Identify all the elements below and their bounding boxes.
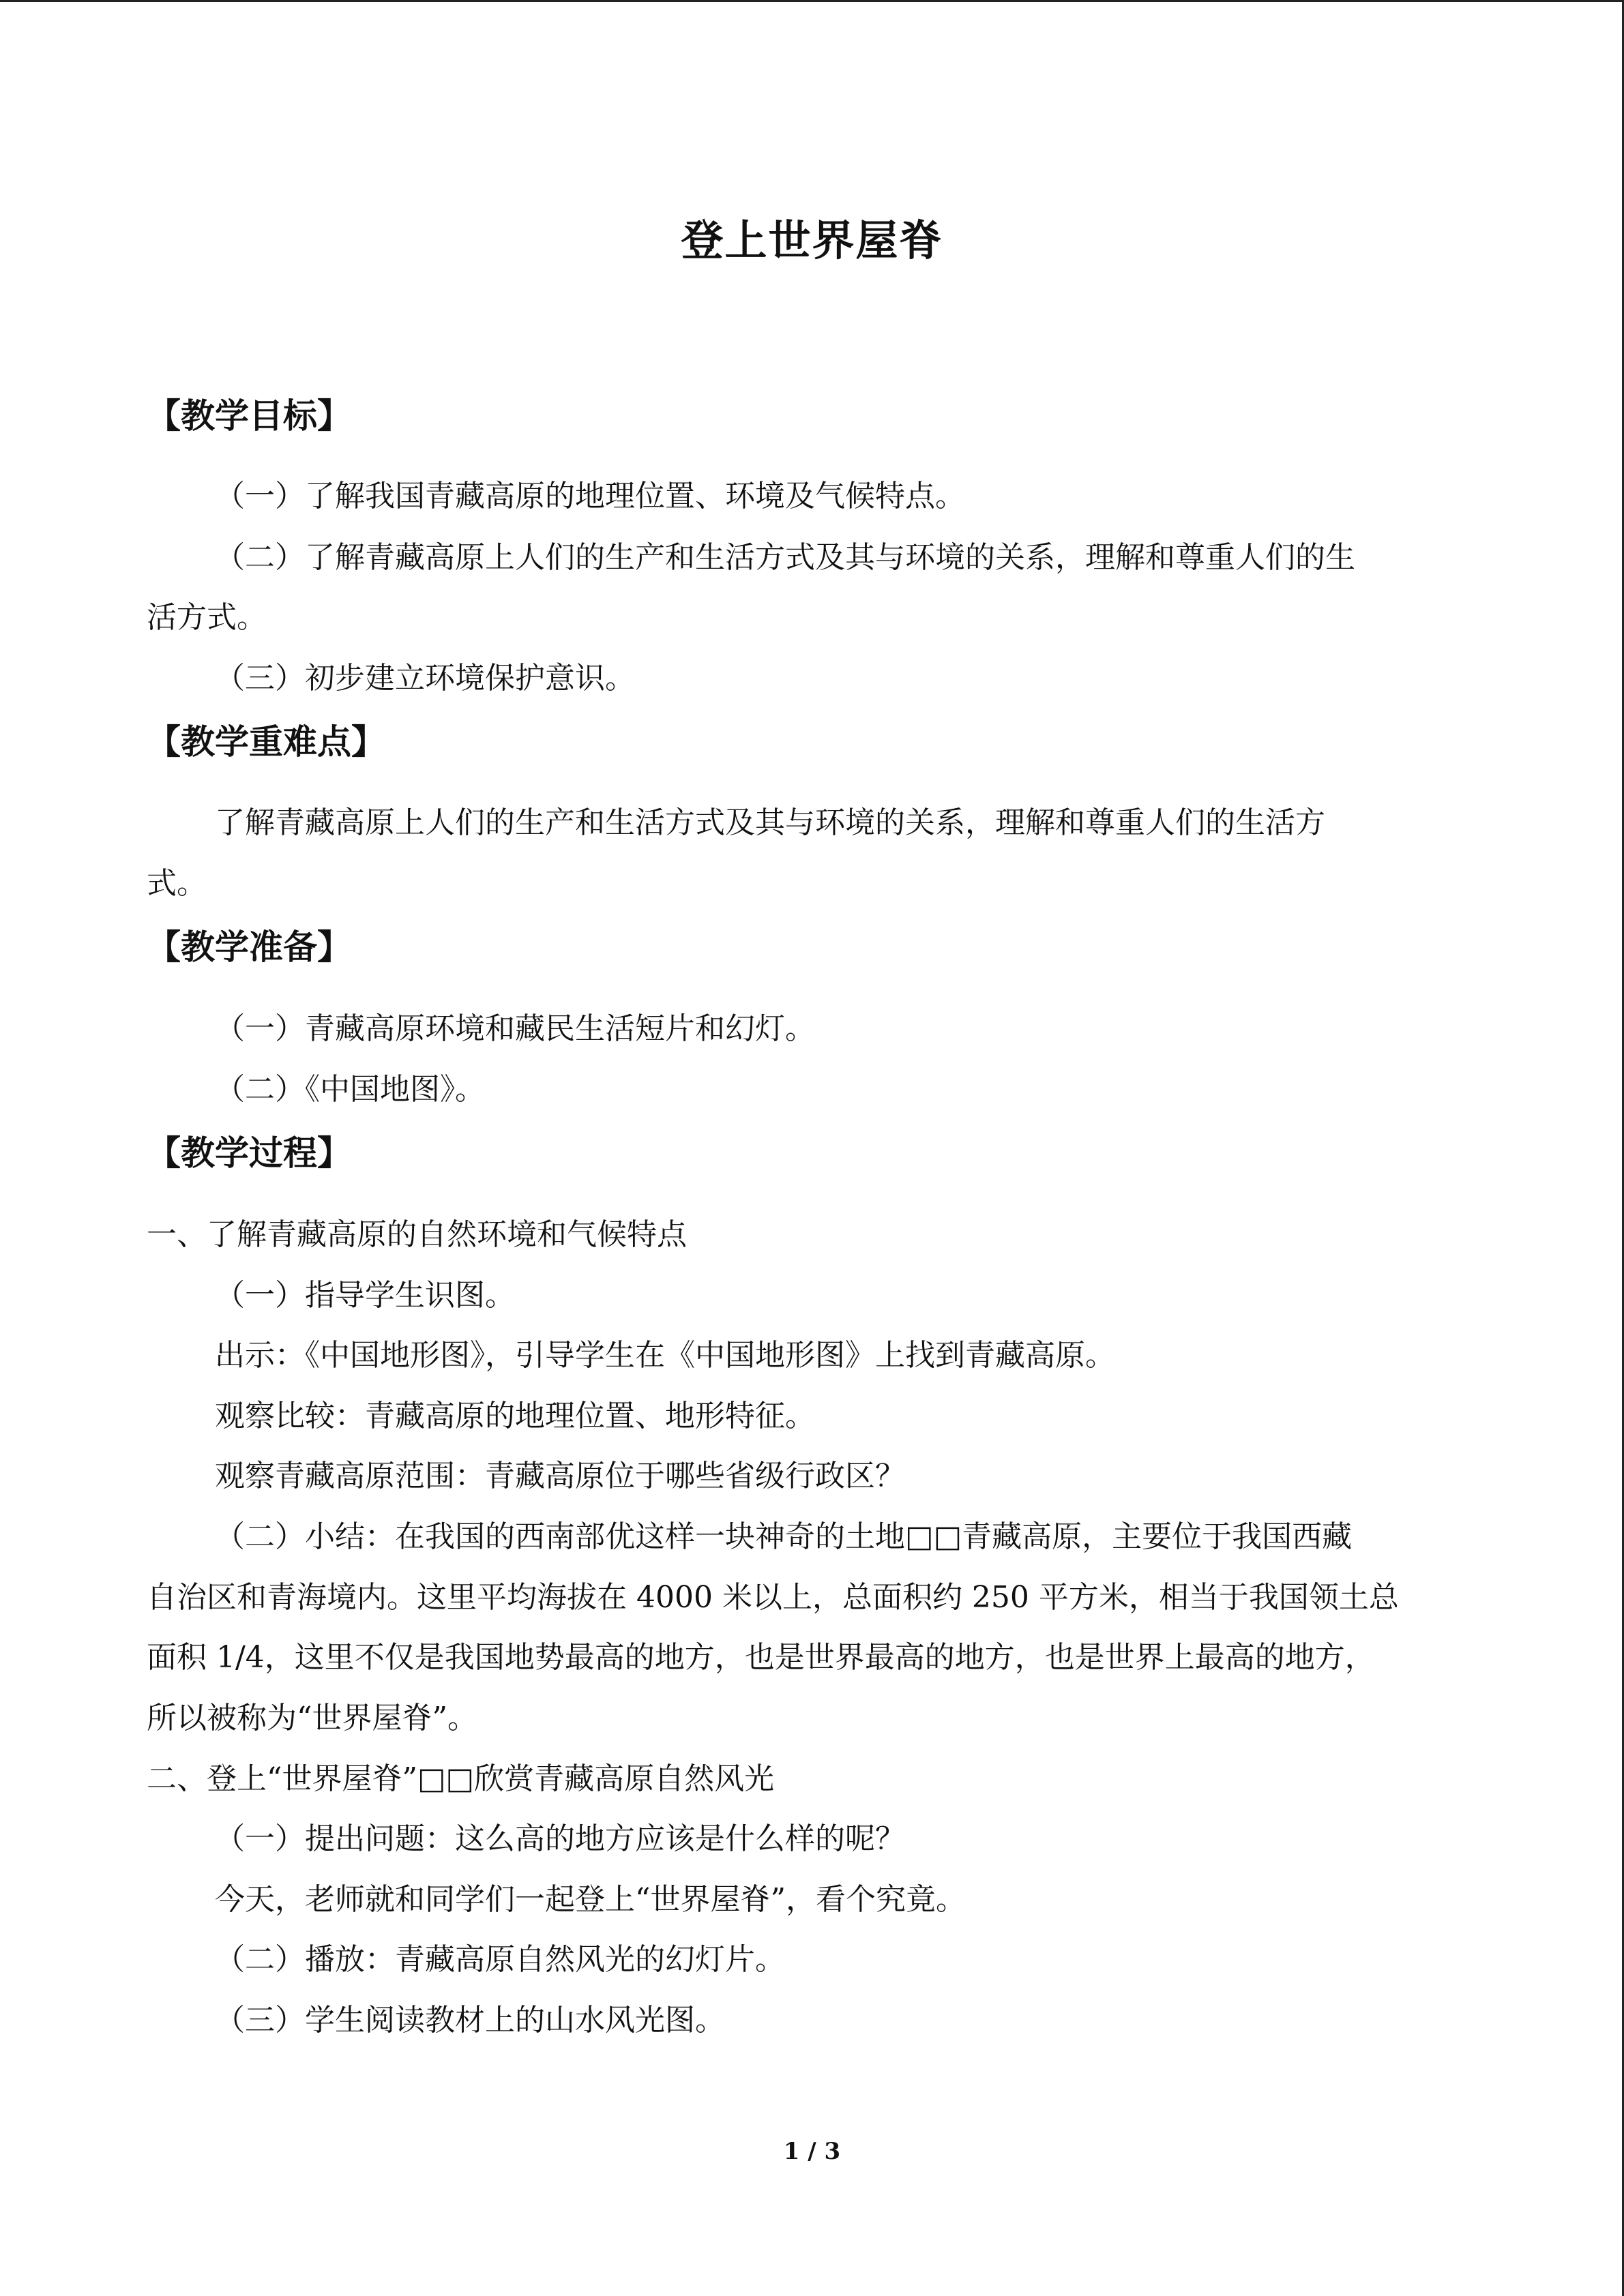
- process-line-13: （二）播放：青藏高原自然风光的幻灯片。: [215, 1942, 785, 1977]
- key-points-line-1: 了解青藏高原上人们的生产和生活方式及其与环境的关系，理解和尊重人们的生活方: [215, 805, 1325, 840]
- process-line-4: 观察比较：青藏高原的地理位置、地形特征。: [215, 1399, 815, 1433]
- process-line-10: 二、登上“世界屋脊”□□欣赏青藏高原自然风光: [147, 1761, 775, 1796]
- process-line-12: 今天，老师就和同学们一起登上“世界屋脊”，看个究竟。: [215, 1882, 966, 1917]
- section-heading-process: 【教学过程】: [147, 1133, 351, 1173]
- process-line-6: （二）小结：在我国的西南部优这样一块神奇的土地□□青藏高原，主要位于我国西藏: [215, 1519, 1353, 1554]
- objective-line-1: （一）了解我国青藏高原的地理位置、环境及气候特点。: [215, 479, 965, 513]
- objective-line-4: （三）初步建立环境保护意识。: [215, 661, 635, 696]
- section-heading-objectives: 【教学目标】: [147, 396, 351, 436]
- objective-line-3: 活方式。: [147, 600, 267, 635]
- section-heading-preparation: 【教学准备】: [147, 927, 351, 967]
- process-line-5: 观察青藏高原范围：青藏高原位于哪些省级行政区？: [215, 1459, 905, 1493]
- process-line-2: （一）指导学生识图。: [215, 1278, 515, 1313]
- process-line-11: （一）提出问题：这么高的地方应该是什么样的呢？: [215, 1821, 905, 1856]
- process-line-1: 一、了解青藏高原的自然环境和气候特点: [147, 1217, 687, 1252]
- preparation-line-1: （一）青藏高原环境和藏民生活短片和幻灯。: [215, 1011, 815, 1046]
- preparation-line-2: （二）《中国地图》。: [215, 1072, 485, 1107]
- objective-line-2: （二）了解青藏高原上人们的生产和生活方式及其与环境的关系，理解和尊重人们的生: [215, 540, 1355, 575]
- process-line-9: 所以被称为“世界屋脊”。: [147, 1701, 477, 1735]
- document-title: 登上世界屋脊: [681, 215, 943, 265]
- process-line-3: 出示：《中国地形图》，引导学生在《中国地形图》上找到青藏高原。: [215, 1338, 1115, 1373]
- page-number: 1 / 3: [783, 2138, 841, 2165]
- process-line-8: 面积 1/4，这里不仅是我国地势最高的地方，也是世界最高的地方，也是世界上最高的地方，: [147, 1640, 1375, 1675]
- process-line-7: 自治区和青海境内。这里平均海拔在 4000 米以上，总面积约 250 平方米，相当于我国领土总: [147, 1580, 1399, 1615]
- process-line-14: （三）学生阅读教材上的山水风光图。: [215, 2003, 725, 2038]
- key-points-line-2: 式。: [147, 866, 207, 901]
- section-heading-key-points: 【教学重难点】: [147, 722, 385, 762]
